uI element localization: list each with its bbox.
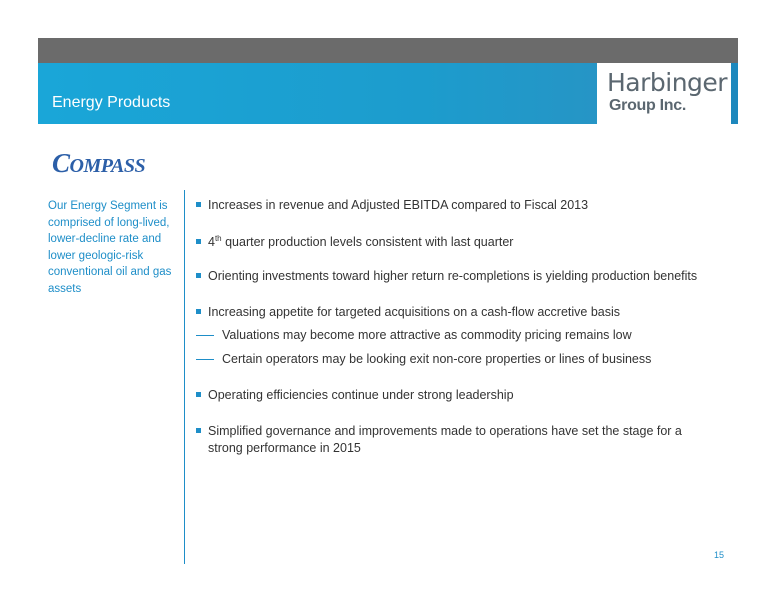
logo-wordmark: Harbinger	[607, 68, 728, 97]
page-title: Energy Products	[52, 94, 171, 111]
sub-bullet-item	[196, 351, 651, 368]
bullet-item	[196, 197, 588, 214]
top-gray-bar	[38, 38, 738, 63]
compass-logo-rest: OMPASS	[69, 155, 146, 177]
bullet-text: Increases in revenue and Adjusted EBITDA compared to Fiscal 2013	[208, 198, 589, 212]
bullet-item	[196, 423, 711, 457]
bullet-square-icon	[196, 239, 201, 244]
bullet-item	[196, 234, 513, 251]
bullet-item	[196, 268, 697, 285]
page-number: 15	[714, 550, 725, 560]
dash-icon	[196, 359, 214, 360]
segment-description: Our Energy Segment is comprised of long-lived, lower-decline rate and lower geologic-risk conventional oil and gas assets	[48, 200, 172, 295]
bullet-square-icon	[196, 428, 201, 433]
bullet-text: Orienting investments toward higher return re-completions is yielding production benefits	[208, 269, 698, 283]
sub-bullet-item	[196, 327, 632, 344]
harbinger-logo	[597, 63, 731, 124]
bullet-square-icon	[196, 309, 201, 314]
bullet-item	[196, 387, 514, 404]
bullet-text: Increasing appetite for targeted acquisitions on a cash-flow accretive basis	[208, 305, 621, 319]
bullet-square-icon	[196, 202, 201, 207]
dash-icon	[196, 335, 214, 336]
header-accent-stripe	[731, 63, 738, 124]
bullet-square-icon	[196, 392, 201, 397]
compass-logo-initial: C	[52, 148, 70, 178]
bullet-square-icon	[196, 273, 201, 278]
bullet-text: Operating efficiencies continue under strong leadership	[208, 388, 514, 402]
vertical-divider	[184, 190, 185, 564]
bullet-item	[196, 304, 620, 321]
bullet-text: Simplified governance and improvements made to operations have set the stage for a strong performance in 2015	[208, 424, 682, 455]
sub-bullet-text: Certain operators may be looking exit non-core properties or lines of business	[222, 352, 652, 366]
compass-logo	[52, 148, 145, 179]
sub-bullet-text: Valuations may become more attractive as commodity pricing remains low	[222, 328, 632, 342]
logo-subtitle: Group Inc.	[609, 97, 687, 114]
bullet-text: 4th quarter production levels consistent with last quarter	[208, 233, 514, 249]
